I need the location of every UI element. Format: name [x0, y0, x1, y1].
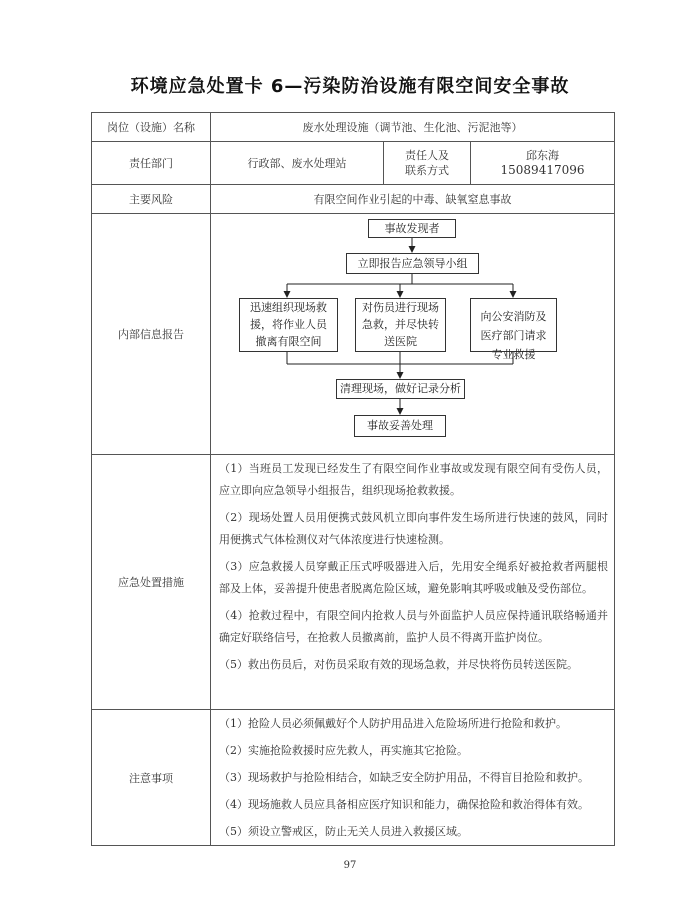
- report-label: 内部信息报告: [92, 214, 211, 455]
- row-post: [92, 113, 615, 142]
- note-item: （2）实施抢险救援时应先救人，再实施其它抢险。: [219, 744, 468, 757]
- right-branch-box: [470, 298, 557, 361]
- measures-content: [211, 455, 615, 710]
- dept-label: 责任部门: [92, 142, 211, 185]
- contact-label-line2: 联系方式: [405, 164, 449, 177]
- contact-label-line1: 责任人及: [405, 149, 449, 162]
- dept-value: 行政部、废水处理站: [211, 142, 384, 185]
- measures-label: 应急处置措施: [92, 455, 211, 710]
- left-branch-line1: 迅速组织现场救: [250, 301, 327, 314]
- post-value: 废水处理设施（调节池、生化池、污泥池等）: [211, 113, 615, 142]
- risk-value: 有限空间作业引起的中毒、缺氧窒息事故: [211, 185, 615, 214]
- post-label: 岗位（设施）名称: [92, 113, 211, 142]
- aftercare-box: 事故妥善处理: [354, 415, 446, 437]
- left-branch-line2: 援，将作业人员: [250, 318, 327, 331]
- notes-label: 注意事项: [92, 710, 211, 846]
- contact-label: [384, 142, 471, 185]
- mid-branch-line3: 送医院: [384, 335, 417, 348]
- mid-branch-box: [355, 298, 446, 352]
- phone-number: 15089417096: [500, 163, 585, 177]
- right-branch-line2: 医疗部门请求: [480, 329, 547, 342]
- mid-branch-line2: 急救，并尽快转: [362, 318, 439, 331]
- note-item: （4）现场施救人员应具备相应医疗知识和能力，确保抢险和救治得体有效。: [219, 798, 589, 811]
- page-title: 环境应急处置卡 6—污染防治设施有限空间安全事故: [130, 76, 570, 97]
- measure-item: （2）现场处置人员用便携式鼓风机立即向事件发生场所进行快速的鼓风，同时用便携式气体检测仪对气体浓度进行快速检测。: [219, 511, 609, 546]
- flowchart: [211, 214, 615, 454]
- emergency-card-table: [91, 112, 615, 846]
- risk-label: 主要风险: [92, 185, 211, 214]
- row-notes: [92, 710, 615, 846]
- responsible-person: 邱东海: [526, 149, 560, 162]
- right-branch-line3: 专业救援: [491, 348, 536, 361]
- row-risk: [92, 185, 615, 214]
- notes-content: [211, 710, 615, 846]
- note-item: （5）须设立警戒区，防止无关人员进入救援区域。: [219, 825, 468, 838]
- row-report: [92, 214, 615, 455]
- cleanup-box: 清理现场，做好记录分析: [336, 379, 465, 399]
- page-number: 97: [343, 860, 357, 871]
- note-item: （3）现场救护与抢险相结合，如缺乏安全防护用品，不得盲目抢险和救护。: [219, 771, 589, 784]
- contact-value: [471, 142, 615, 185]
- mid-branch-line1: 对伤员进行现场: [362, 301, 439, 314]
- measure-item: （1）当班员工发现已经发生了有限空间作业事故或发现有限空间有受伤人员，应立即向应急领导小组报告，组织现场抢救救援。: [219, 462, 609, 497]
- note-item: （1）抢险人员必须佩戴好个人防护用品进入危险场所进行抢险和救护。: [219, 717, 567, 730]
- measure-item: （5）救出伤员后，对伤员采取有效的现场急救，并尽快将伤员转送医院。: [219, 658, 578, 671]
- row-measures: [92, 455, 615, 710]
- discoverer-box: 事故发现者: [368, 219, 456, 238]
- flowchart-cell: [211, 214, 615, 455]
- left-branch-box: [239, 298, 338, 352]
- row-dept: [92, 142, 615, 185]
- left-branch-line3: 撤离有限空间: [255, 335, 322, 348]
- measure-item: （3）应急救援人员穿戴正压式呼吸器进入后，先用安全绳系好被抢救者两腿根部及上体，妥善提升使患者脱离危险区域，避免影响其呼吸或触及受伤部位。: [219, 560, 609, 595]
- right-branch-line1: 向公安消防及: [480, 310, 547, 323]
- report-group-box: 立即报告应急领导小组: [346, 253, 479, 274]
- measure-item: （4）抢救过程中，有限空间内抢救人员与外面监护人员应保持通讯联络畅通并确定好联络信号，在抢救人员撤离前，监护人员不得离开监护岗位。: [219, 609, 609, 644]
